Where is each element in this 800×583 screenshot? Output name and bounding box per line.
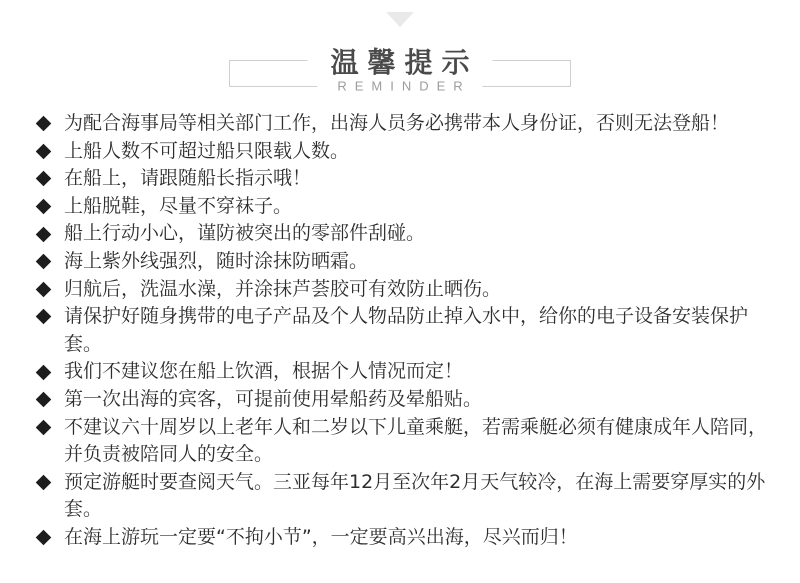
diamond-bullet-icon — [38, 358, 64, 386]
list-item-text: 归航后，洗温水澡，并涂抹芦荟胶可有效防止晒伤。 — [64, 277, 502, 300]
list-item-text: 船上行动小心，谨防被突出的零部件刮碰。 — [64, 222, 426, 245]
list-item-text: 为配合海事局等相关部门工作，出海人员务必携带本人身份证，否则无法登船！ — [64, 112, 730, 134]
diamond-bullet-icon — [38, 193, 64, 221]
list-item-text: 海上紫外线强烈，随时涂抹防晒霜。 — [64, 249, 369, 272]
tips-list — [0, 110, 800, 552]
diamond-bullet-icon — [38, 386, 64, 414]
list-item — [38, 193, 774, 221]
page-subtitle: REMINDER — [317, 79, 482, 94]
diamond-bullet-icon — [38, 303, 64, 331]
list-item-text: 预定游艇时要查阅天气。三亚每年12月至次年2月天气较冷，在海上需要穿厚实的外套。 — [64, 470, 766, 521]
list-item — [38, 524, 774, 552]
list-item-text: 在海上游玩一定要“不拘小节”，一定要高兴出海，尽兴而归！ — [64, 525, 578, 548]
list-item-text: 在船上，请跟随船长指示哦！ — [64, 167, 312, 190]
page-title: 温馨提示 — [307, 41, 492, 81]
diamond-bullet-icon — [38, 110, 64, 138]
list-item — [38, 414, 774, 469]
title-frame — [229, 46, 571, 94]
list-item — [38, 138, 774, 166]
list-item — [38, 386, 774, 414]
diamond-bullet-icon — [38, 248, 64, 276]
list-item — [38, 469, 774, 524]
diamond-bullet-icon — [38, 138, 64, 166]
list-item — [38, 110, 774, 138]
diamond-bullet-icon — [38, 276, 64, 304]
diamond-bullet-icon — [38, 165, 64, 193]
diamond-bullet-icon — [38, 469, 64, 497]
list-item — [38, 303, 774, 358]
diamond-bullet-icon — [38, 524, 64, 552]
list-item-text: 不建议六十周岁以上老年人和二岁以下儿童乘艇，若需乘艇必须有健康成年人陪同，并负责被陪同人的安全。 — [64, 415, 768, 466]
diamond-bullet-icon — [38, 414, 64, 442]
list-item-text: 上船脱鞋，尽量不穿袜子。 — [64, 194, 293, 217]
diamond-bullet-icon — [38, 220, 64, 248]
list-item-text: 第一次出海的宾客，可提前使用晕船药及晕船贴。 — [64, 387, 483, 410]
list-item — [38, 165, 774, 193]
list-item-text: 请保护好随身携带的电子产品及个人物品防止掉入水中，给你的电子设备安装保护套。 — [64, 305, 749, 355]
list-item — [38, 248, 774, 276]
list-item — [38, 220, 774, 248]
triangle-down-icon — [386, 12, 414, 27]
list-item-text: 我们不建议您在船上饮酒，根据个人情况而定！ — [64, 360, 464, 383]
list-item — [38, 276, 774, 304]
list-item-text: 上船人数不可超过船只限载人数。 — [64, 139, 350, 162]
list-item — [38, 358, 774, 386]
